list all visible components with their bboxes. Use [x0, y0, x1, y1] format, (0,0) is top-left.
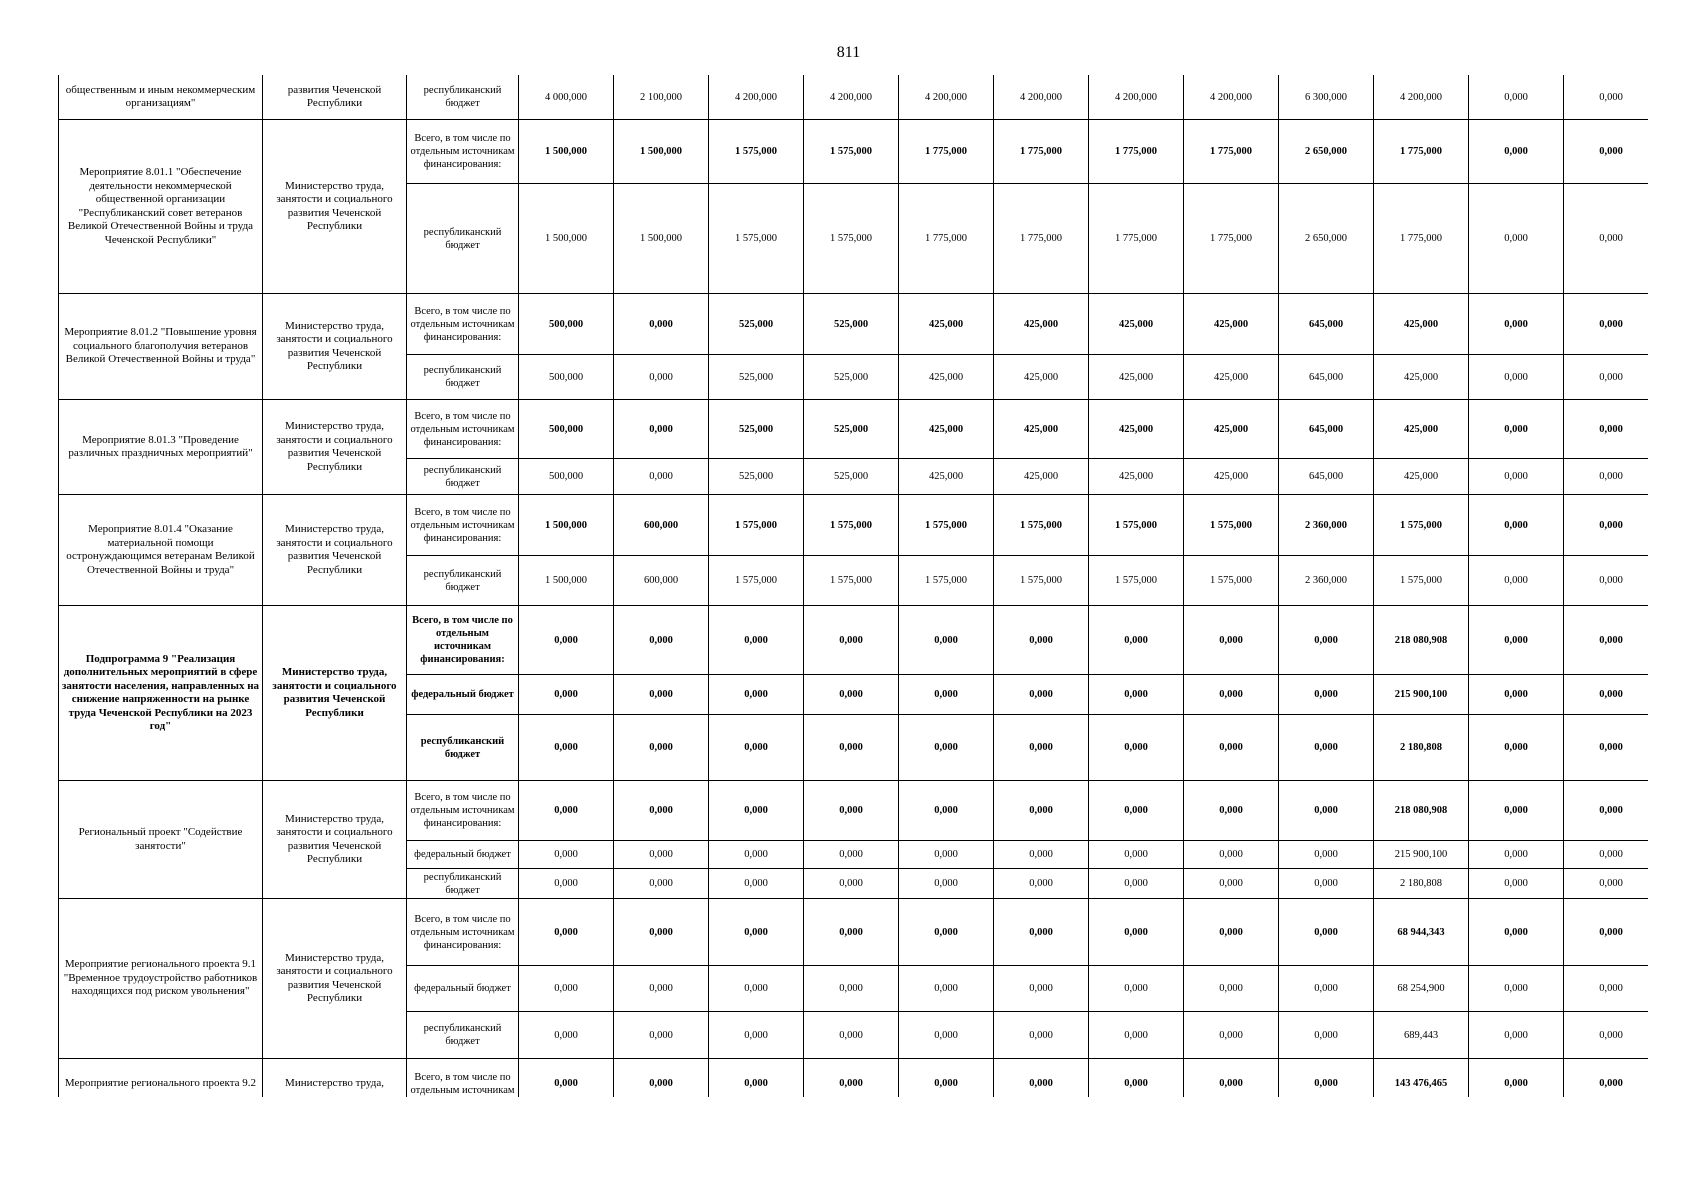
amount-cell: 0,000	[1469, 120, 1564, 184]
amount-cell: 0,000	[709, 869, 804, 899]
amount-cell: 1 575,000	[804, 120, 899, 184]
amount-cell: 0,000	[1279, 781, 1374, 841]
activity-name-cell: Мероприятие 8.01.1 "Обеспечение деятельности некоммерческой общественной организации "Республиканский совет ветеранов Великой Отечественной Войны и труда Чеченской Республики"	[59, 120, 263, 294]
amount-cell: 4 200,000	[899, 75, 994, 120]
amount-cell: 0,000	[709, 899, 804, 966]
amount-cell: 1 575,000	[1374, 495, 1469, 556]
amount-cell: 0,000	[1469, 184, 1564, 294]
amount-cell: 2 360,000	[1279, 556, 1374, 606]
amount-cell: 1 575,000	[804, 556, 899, 606]
amount-cell: 645,000	[1279, 294, 1374, 355]
page-number: 811	[836, 44, 861, 61]
amount-cell: 525,000	[709, 355, 804, 400]
amount-cell: 0,000	[899, 1059, 994, 1098]
amount-cell: 425,000	[1184, 294, 1279, 355]
amount-cell: 0,000	[1184, 869, 1279, 899]
amount-cell: 425,000	[1184, 400, 1279, 459]
amount-cell: 0,000	[1089, 966, 1184, 1012]
amount-cell: 143 476,465	[1374, 1059, 1469, 1098]
amount-cell: 0,000	[614, 966, 709, 1012]
amount-cell: 0,000	[1564, 120, 1649, 184]
amount-cell: 425,000	[899, 294, 994, 355]
table-row	[59, 606, 1649, 675]
amount-cell: 0,000	[1564, 294, 1649, 355]
table-body	[59, 75, 1649, 1097]
amount-cell: 4 200,000	[1089, 75, 1184, 120]
amount-cell: 0,000	[1089, 715, 1184, 781]
amount-cell: 1 500,000	[519, 556, 614, 606]
amount-cell: 1 575,000	[1089, 495, 1184, 556]
amount-cell: 0,000	[614, 1059, 709, 1098]
amount-cell: 0,000	[1469, 495, 1564, 556]
amount-cell: 0,000	[1469, 841, 1564, 869]
amount-cell: 425,000	[1374, 459, 1469, 495]
responsible-org-cell: Министерство труда, занятости и социального развития Чеченской Республики	[263, 400, 407, 495]
amount-cell: 1 775,000	[1374, 184, 1469, 294]
amount-cell: 0,000	[1089, 606, 1184, 675]
amount-cell: 0,000	[899, 606, 994, 675]
amount-cell: 0,000	[614, 294, 709, 355]
budget-table-viewport	[58, 75, 1648, 1097]
amount-cell: 0,000	[519, 606, 614, 675]
amount-cell: 0,000	[519, 1012, 614, 1059]
amount-cell: 0,000	[1564, 184, 1649, 294]
activity-name-cell: Мероприятие регионального проекта 9.2	[59, 1059, 263, 1098]
amount-cell: 215 900,100	[1374, 841, 1469, 869]
amount-cell: 425,000	[1089, 355, 1184, 400]
amount-cell: 1 575,000	[1089, 556, 1184, 606]
amount-cell: 0,000	[994, 841, 1089, 869]
responsible-org-cell: Министерство труда, занятости и социального развития Чеченской Республики	[263, 495, 407, 606]
funding-source-cell: Всего, в том числе по отдельным источникам	[407, 1059, 519, 1098]
amount-cell: 425,000	[1374, 400, 1469, 459]
amount-cell: 600,000	[614, 556, 709, 606]
amount-cell: 218 080,908	[1374, 606, 1469, 675]
amount-cell: 0,000	[1564, 400, 1649, 459]
amount-cell: 0,000	[1564, 841, 1649, 869]
responsible-org-cell: Министерство труда, занятости и социального развития Чеченской Республики	[263, 294, 407, 400]
amount-cell: 1 775,000	[994, 120, 1089, 184]
table-row	[59, 899, 1649, 966]
amount-cell: 600,000	[614, 495, 709, 556]
amount-cell: 0,000	[804, 899, 899, 966]
amount-cell: 215 900,100	[1374, 675, 1469, 715]
amount-cell: 4 200,000	[1374, 75, 1469, 120]
table-row	[59, 495, 1649, 556]
amount-cell: 0,000	[614, 899, 709, 966]
amount-cell: 1 575,000	[994, 495, 1089, 556]
amount-cell: 2 180,808	[1374, 715, 1469, 781]
amount-cell: 0,000	[994, 1012, 1089, 1059]
amount-cell: 0,000	[709, 1012, 804, 1059]
funding-source-cell: Всего, в том числе по отдельным источникам финансирования:	[407, 294, 519, 355]
amount-cell: 1 575,000	[899, 495, 994, 556]
amount-cell: 525,000	[804, 459, 899, 495]
amount-cell: 525,000	[709, 400, 804, 459]
amount-cell: 0,000	[1469, 1012, 1564, 1059]
amount-cell: 2 650,000	[1279, 184, 1374, 294]
amount-cell: 0,000	[804, 781, 899, 841]
activity-name-cell: Мероприятие 8.01.4 "Оказание материальной помощи остронуждающимся ветеранам Великой Отечественной Войны и труда"	[59, 495, 263, 606]
amount-cell: 0,000	[1469, 556, 1564, 606]
amount-cell: 0,000	[1279, 899, 1374, 966]
amount-cell: 1 775,000	[899, 120, 994, 184]
funding-source-cell: Всего, в том числе по отдельным источникам финансирования:	[407, 606, 519, 675]
amount-cell: 500,000	[519, 459, 614, 495]
amount-cell: 0,000	[1279, 841, 1374, 869]
responsible-org-cell: Министерство труда,	[263, 1059, 407, 1098]
amount-cell: 4 200,000	[994, 75, 1089, 120]
amount-cell: 0,000	[1469, 675, 1564, 715]
amount-cell: 0,000	[1089, 841, 1184, 869]
amount-cell: 425,000	[1089, 294, 1184, 355]
amount-cell: 0,000	[1279, 606, 1374, 675]
amount-cell: 2 360,000	[1279, 495, 1374, 556]
budget-table	[58, 75, 1648, 1097]
amount-cell: 1 575,000	[1374, 556, 1469, 606]
amount-cell: 68 254,900	[1374, 966, 1469, 1012]
amount-cell: 425,000	[994, 355, 1089, 400]
funding-source-cell: республиканский бюджет	[407, 869, 519, 899]
amount-cell: 0,000	[1279, 715, 1374, 781]
amount-cell: 0,000	[1184, 781, 1279, 841]
amount-cell: 0,000	[1184, 899, 1279, 966]
amount-cell: 1 575,000	[1184, 556, 1279, 606]
table-row	[59, 1059, 1649, 1098]
amount-cell: 0,000	[899, 715, 994, 781]
amount-cell: 0,000	[614, 1012, 709, 1059]
amount-cell: 425,000	[899, 400, 994, 459]
amount-cell: 4 200,000	[709, 75, 804, 120]
responsible-org-cell: Министерство труда, занятости и социального развития Чеченской Республики	[263, 899, 407, 1059]
table-row	[59, 781, 1649, 841]
amount-cell: 0,000	[899, 869, 994, 899]
amount-cell: 0,000	[709, 841, 804, 869]
amount-cell: 689,443	[1374, 1012, 1469, 1059]
amount-cell: 1 575,000	[709, 120, 804, 184]
amount-cell: 0,000	[1564, 495, 1649, 556]
funding-source-cell: республиканский бюджет	[407, 459, 519, 495]
amount-cell: 1 775,000	[1184, 120, 1279, 184]
amount-cell: 0,000	[899, 899, 994, 966]
amount-cell: 0,000	[1564, 355, 1649, 400]
amount-cell: 0,000	[614, 841, 709, 869]
amount-cell: 4 200,000	[1184, 75, 1279, 120]
funding-source-cell: республиканский бюджет	[407, 75, 519, 120]
amount-cell: 0,000	[1469, 715, 1564, 781]
responsible-org-cell: развития Чеченской Республики	[263, 75, 407, 120]
table-row	[59, 400, 1649, 459]
amount-cell: 0,000	[994, 715, 1089, 781]
amount-cell: 0,000	[1089, 1059, 1184, 1098]
amount-cell: 0,000	[614, 869, 709, 899]
amount-cell: 0,000	[1184, 1012, 1279, 1059]
amount-cell: 0,000	[709, 606, 804, 675]
amount-cell: 0,000	[804, 1059, 899, 1098]
amount-cell: 0,000	[519, 869, 614, 899]
amount-cell: 0,000	[804, 715, 899, 781]
amount-cell: 0,000	[614, 459, 709, 495]
amount-cell: 1 575,000	[804, 184, 899, 294]
funding-source-cell: Всего, в том числе по отдельным источникам финансирования:	[407, 899, 519, 966]
amount-cell: 0,000	[1564, 556, 1649, 606]
amount-cell: 4 000,000	[519, 75, 614, 120]
amount-cell: 0,000	[1279, 966, 1374, 1012]
amount-cell: 425,000	[994, 459, 1089, 495]
amount-cell: 0,000	[804, 1012, 899, 1059]
amount-cell: 425,000	[1089, 459, 1184, 495]
amount-cell: 0,000	[1564, 675, 1649, 715]
amount-cell: 0,000	[994, 899, 1089, 966]
amount-cell: 525,000	[709, 459, 804, 495]
amount-cell: 0,000	[709, 1059, 804, 1098]
funding-source-cell: республиканский бюджет	[407, 1012, 519, 1059]
amount-cell: 1 775,000	[899, 184, 994, 294]
amount-cell: 0,000	[519, 781, 614, 841]
funding-source-cell: Всего, в том числе по отдельным источникам финансирования:	[407, 781, 519, 841]
amount-cell: 1 575,000	[994, 556, 1089, 606]
amount-cell: 0,000	[614, 675, 709, 715]
amount-cell: 425,000	[899, 355, 994, 400]
amount-cell: 0,000	[1564, 1012, 1649, 1059]
amount-cell: 0,000	[1279, 1059, 1374, 1098]
amount-cell: 0,000	[1469, 869, 1564, 899]
amount-cell: 0,000	[709, 781, 804, 841]
amount-cell: 0,000	[994, 966, 1089, 1012]
amount-cell: 0,000	[1564, 781, 1649, 841]
responsible-org-cell: Министерство труда, занятости и социального развития Чеченской Республики	[263, 781, 407, 899]
amount-cell: 0,000	[1089, 781, 1184, 841]
amount-cell: 0,000	[1184, 841, 1279, 869]
responsible-org-cell: Министерство труда, занятости и социального развития Чеченской Республики	[263, 120, 407, 294]
table-row	[59, 120, 1649, 184]
amount-cell: 0,000	[994, 606, 1089, 675]
amount-cell: 500,000	[519, 294, 614, 355]
amount-cell: 0,000	[519, 899, 614, 966]
amount-cell: 1 500,000	[614, 120, 709, 184]
amount-cell: 0,000	[1184, 966, 1279, 1012]
amount-cell: 0,000	[804, 841, 899, 869]
amount-cell: 0,000	[709, 715, 804, 781]
amount-cell: 0,000	[804, 869, 899, 899]
amount-cell: 1 775,000	[994, 184, 1089, 294]
amount-cell: 500,000	[519, 400, 614, 459]
activity-name-cell: Мероприятие регионального проекта 9.1 "Временное трудоустройство работников находящихся под риском увольнения"	[59, 899, 263, 1059]
amount-cell: 0,000	[1089, 1012, 1184, 1059]
amount-cell: 2 180,808	[1374, 869, 1469, 899]
amount-cell: 0,000	[804, 675, 899, 715]
amount-cell: 525,000	[804, 355, 899, 400]
amount-cell: 0,000	[614, 715, 709, 781]
amount-cell: 1 575,000	[899, 556, 994, 606]
amount-cell: 1 575,000	[709, 184, 804, 294]
amount-cell: 0,000	[614, 781, 709, 841]
amount-cell: 0,000	[1564, 966, 1649, 1012]
amount-cell: 0,000	[1469, 781, 1564, 841]
amount-cell: 2 650,000	[1279, 120, 1374, 184]
amount-cell: 0,000	[1564, 606, 1649, 675]
amount-cell: 1 775,000	[1184, 184, 1279, 294]
amount-cell: 0,000	[899, 966, 994, 1012]
amount-cell: 0,000	[1564, 459, 1649, 495]
amount-cell: 0,000	[899, 675, 994, 715]
amount-cell: 0,000	[1564, 1059, 1649, 1098]
amount-cell: 218 080,908	[1374, 781, 1469, 841]
amount-cell: 68 944,343	[1374, 899, 1469, 966]
amount-cell: 425,000	[994, 400, 1089, 459]
amount-cell: 425,000	[899, 459, 994, 495]
funding-source-cell: федеральный бюджет	[407, 675, 519, 715]
amount-cell: 425,000	[1184, 459, 1279, 495]
amount-cell: 0,000	[994, 781, 1089, 841]
amount-cell: 425,000	[1374, 294, 1469, 355]
amount-cell: 0,000	[1089, 869, 1184, 899]
amount-cell: 525,000	[804, 294, 899, 355]
amount-cell: 0,000	[1469, 1059, 1564, 1098]
amount-cell: 0,000	[804, 606, 899, 675]
funding-source-cell: республиканский бюджет	[407, 184, 519, 294]
funding-source-cell: республиканский бюджет	[407, 355, 519, 400]
amount-cell: 0,000	[1469, 606, 1564, 675]
amount-cell: 0,000	[614, 400, 709, 459]
amount-cell: 0,000	[994, 1059, 1089, 1098]
amount-cell: 0,000	[1184, 606, 1279, 675]
amount-cell: 425,000	[1374, 355, 1469, 400]
amount-cell: 645,000	[1279, 400, 1374, 459]
amount-cell: 0,000	[1469, 400, 1564, 459]
amount-cell: 500,000	[519, 355, 614, 400]
amount-cell: 4 200,000	[804, 75, 899, 120]
amount-cell: 0,000	[1089, 899, 1184, 966]
activity-name-cell: Мероприятие 8.01.2 "Повышение уровня социального благополучия ветеранов Великой Отечественной Войны и труда"	[59, 294, 263, 400]
amount-cell: 1 775,000	[1374, 120, 1469, 184]
amount-cell: 645,000	[1279, 355, 1374, 400]
amount-cell: 525,000	[709, 294, 804, 355]
activity-name-cell: Региональный проект "Содействие занятости"	[59, 781, 263, 899]
funding-source-cell: Всего, в том числе по отдельным источникам финансирования:	[407, 495, 519, 556]
amount-cell: 0,000	[899, 841, 994, 869]
amount-cell: 1 575,000	[1184, 495, 1279, 556]
amount-cell: 0,000	[519, 966, 614, 1012]
amount-cell: 0,000	[1469, 459, 1564, 495]
amount-cell: 0,000	[519, 675, 614, 715]
funding-source-cell: Всего, в том числе по отдельным источникам финансирования:	[407, 120, 519, 184]
amount-cell: 0,000	[709, 675, 804, 715]
amount-cell: 425,000	[1089, 400, 1184, 459]
amount-cell: 0,000	[614, 355, 709, 400]
funding-source-cell: республиканский бюджет	[407, 556, 519, 606]
activity-name-cell: Подпрограмма 9 "Реализация дополнительных мероприятий в сфере занятости населения, направленных на снижение напряженности на рынке труда Чеченской Республики на 2023 год"	[59, 606, 263, 781]
amount-cell: 0,000	[1469, 966, 1564, 1012]
funding-source-cell: федеральный бюджет	[407, 841, 519, 869]
amount-cell: 0,000	[899, 1012, 994, 1059]
amount-cell: 0,000	[1089, 675, 1184, 715]
activity-name-cell: общественным и иным некоммерческим организациям"	[59, 75, 263, 120]
table-row	[59, 294, 1649, 355]
amount-cell: 1 575,000	[709, 495, 804, 556]
responsible-org-cell: Министерство труда, занятости и социального развития Чеченской Республики	[263, 606, 407, 781]
amount-cell: 1 500,000	[519, 495, 614, 556]
funding-source-cell: федеральный бюджет	[407, 966, 519, 1012]
amount-cell: 1 575,000	[709, 556, 804, 606]
funding-source-cell: Всего, в том числе по отдельным источникам финансирования:	[407, 400, 519, 459]
amount-cell: 0,000	[1184, 675, 1279, 715]
amount-cell: 425,000	[1184, 355, 1279, 400]
amount-cell: 0,000	[1564, 75, 1649, 120]
amount-cell: 0,000	[519, 1059, 614, 1098]
amount-cell: 1 575,000	[804, 495, 899, 556]
amount-cell: 0,000	[614, 606, 709, 675]
amount-cell: 425,000	[994, 294, 1089, 355]
amount-cell: 0,000	[1279, 675, 1374, 715]
amount-cell: 0,000	[709, 966, 804, 1012]
amount-cell: 1 775,000	[1089, 120, 1184, 184]
amount-cell: 0,000	[1469, 899, 1564, 966]
amount-cell: 0,000	[899, 781, 994, 841]
amount-cell: 0,000	[994, 869, 1089, 899]
amount-cell: 525,000	[804, 400, 899, 459]
amount-cell: 0,000	[1184, 1059, 1279, 1098]
amount-cell: 0,000	[1469, 355, 1564, 400]
funding-source-cell: республиканский бюджет	[407, 715, 519, 781]
amount-cell: 645,000	[1279, 459, 1374, 495]
amount-cell: 6 300,000	[1279, 75, 1374, 120]
amount-cell: 1 500,000	[519, 120, 614, 184]
activity-name-cell: Мероприятие 8.01.3 "Проведение различных праздничных мероприятий"	[59, 400, 263, 495]
amount-cell: 0,000	[1564, 715, 1649, 781]
amount-cell: 0,000	[1279, 869, 1374, 899]
amount-cell: 0,000	[1564, 899, 1649, 966]
amount-cell: 1 500,000	[614, 184, 709, 294]
amount-cell: 1 775,000	[1089, 184, 1184, 294]
amount-cell: 0,000	[804, 966, 899, 1012]
amount-cell: 0,000	[1184, 715, 1279, 781]
table-row	[59, 75, 1649, 120]
amount-cell: 0,000	[994, 675, 1089, 715]
amount-cell: 0,000	[1469, 75, 1564, 120]
amount-cell: 0,000	[519, 715, 614, 781]
amount-cell: 0,000	[1564, 869, 1649, 899]
amount-cell: 0,000	[1279, 1012, 1374, 1059]
amount-cell: 0,000	[1469, 294, 1564, 355]
amount-cell: 2 100,000	[614, 75, 709, 120]
amount-cell: 0,000	[519, 841, 614, 869]
amount-cell: 1 500,000	[519, 184, 614, 294]
